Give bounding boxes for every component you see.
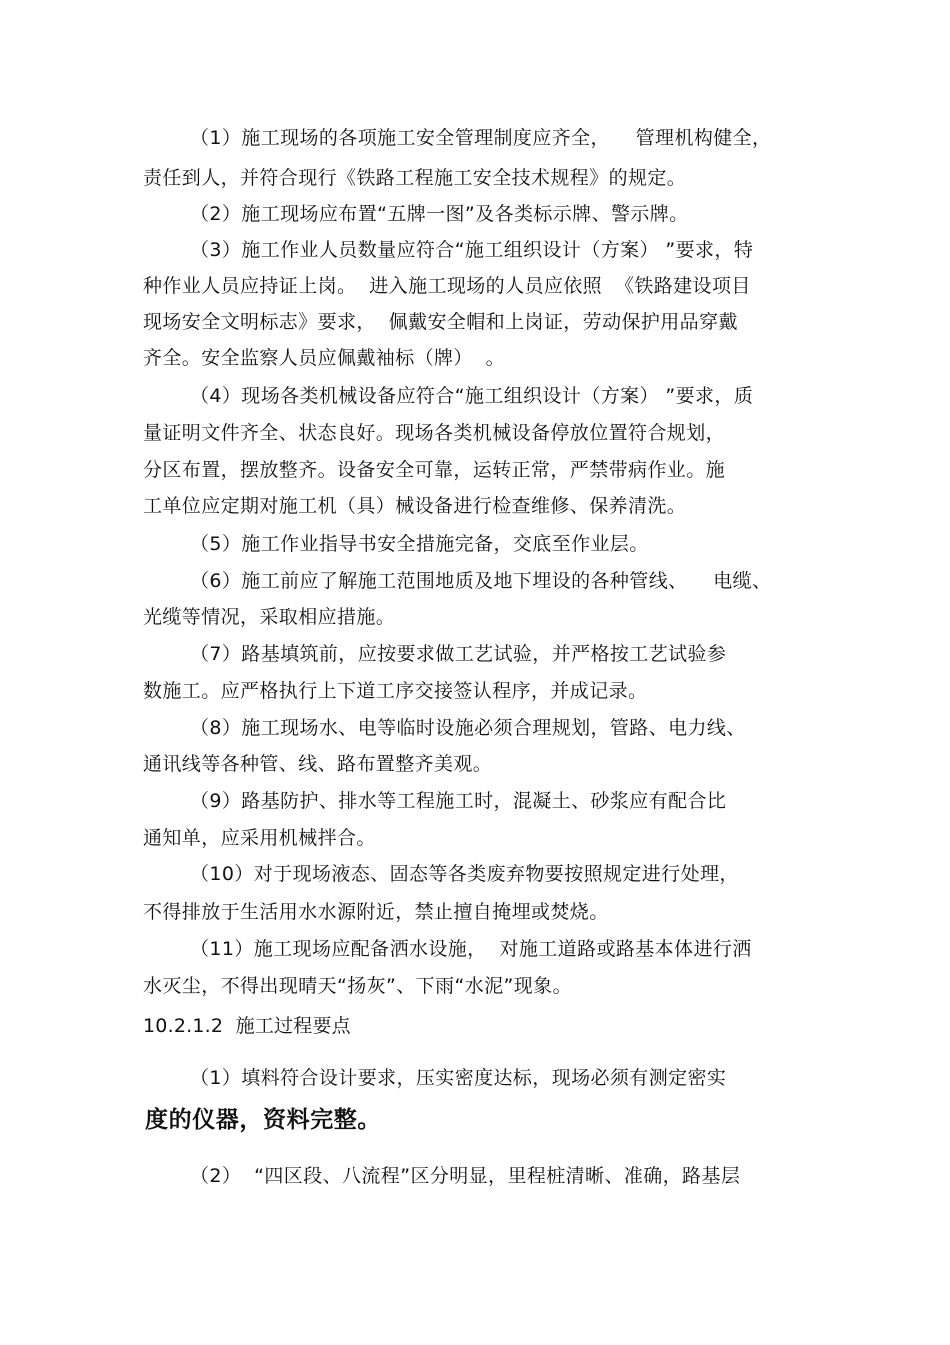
text-line: （1）施工现场的各项施工安全管理制度应齐全， 管理机构健全， — [190, 127, 772, 149]
text-line: （7）路基填筑前，应按要求做工艺试验，并严格按工艺试验参 — [190, 643, 727, 665]
text-line: （4）现场各类机械设备应符合“施工组织设计（方案） ”要求，质 — [190, 385, 754, 407]
text-line: （6）施工前应了解施工范围地质及地下埋设的各种管线、 电缆、 — [190, 570, 772, 592]
text-line: 通讯线等各种管、线、路布置整齐美观。 — [143, 753, 493, 775]
text-line: （3）施工作业人员数量应符合“施工组织设计（方案） ”要求，特 — [190, 239, 754, 261]
text-line: 数施工。应严格执行上下道工序交接签认程序，并成记录。 — [143, 680, 648, 702]
text-line: 分区布置，摆放整齐。设备安全可靠，运转正常，严禁带病作业。施 — [143, 459, 726, 481]
text-line: 量证明文件齐全、状态良好。现场各类机械设备停放位置符合规划， — [143, 422, 726, 444]
text-line: （11）施工现场应配备洒水设施， 对施工道路或路基本体进行洒 — [190, 938, 752, 960]
text-line: （10）对于现场液态、固态等各类废弃物要按照规定进行处理， — [190, 863, 739, 885]
text-line: （2） “四区段、八流程”区分明显，里程桩清晰、准确，路基层 — [190, 1165, 741, 1187]
text-line: 不得排放于生活用水水源附近，禁止擅自掩埋或焚烧。 — [143, 901, 609, 923]
text-line: 通知单，应采用机械拌合。 — [143, 827, 376, 849]
text-line: 工单位应定期对施工机（具）械设备进行检查维修、保养清洗。 — [143, 495, 687, 517]
text-line: 齐全。安全监察人员应佩戴袖标（牌） 。 — [143, 347, 506, 369]
text-line: （8）施工现场水、电等临时设施必须合理规划，管路、电力线、 — [190, 717, 746, 739]
text-line: 种作业人员应持证上岗。 进入施工现场的人员应依照 《铁路建设项目 — [143, 275, 751, 297]
text-line: 责任到人，并符合现行《铁路工程施工安全技术规程》的规定。 — [143, 167, 687, 189]
text-line: （9）路基防护、排水等工程施工时，混凝土、砂浆应有配合比 — [190, 790, 727, 812]
text-line-bold: 度的仪器，资料完整。 — [145, 1107, 381, 1133]
section-heading: 10.2.1.2 施工过程要点 — [143, 1015, 351, 1037]
text-line: 水灭尘，不得出现晴天“扬灰”、下雨“水泥”现象。 — [143, 975, 572, 997]
text-line: 现场安全文明标志》要求， 佩戴安全帽和上岗证，劳动保护用品穿戴 — [143, 311, 738, 333]
text-line: （1）填料符合设计要求，压实密度达标，现场必须有测定密实 — [190, 1067, 727, 1089]
text-line: （5）施工作业指导书安全措施完备，交底至作业层。 — [190, 533, 649, 555]
text-line: 光缆等情况，采取相应措施。 — [143, 606, 396, 628]
text-line: （2）施工现场应布置“五牌一图”及各类标示牌、警示牌。 — [190, 203, 689, 225]
